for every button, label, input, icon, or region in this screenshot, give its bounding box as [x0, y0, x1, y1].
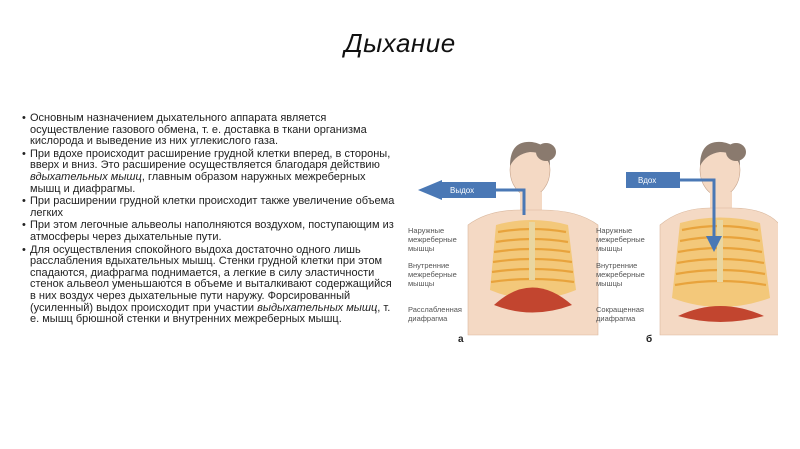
slide-title: Дыхание — [344, 28, 456, 58]
figure-label: межреберные — [596, 235, 645, 244]
figure-label: Сокращенная — [596, 305, 644, 314]
bullet-text: Основным назначением дыхательного аппарата является осуществление газового обмена, т. е. доставка в ткани организма кислорода и выведение из них углекислого газа. — [30, 112, 367, 148]
bullet-text: При расширении грудной клетки происходит также увеличение объема легких — [30, 195, 395, 219]
figure-label: Внутренние — [596, 261, 638, 270]
labels-b — [596, 226, 645, 323]
breathing-illustration — [398, 130, 778, 350]
figure-label: Наружные — [596, 226, 633, 235]
figure-label: межреберные — [596, 270, 645, 279]
bullet-list — [22, 113, 397, 327]
bullet-item — [22, 245, 397, 326]
figure-label: мышцы — [408, 244, 435, 253]
exhale-label: Выдох — [450, 186, 475, 195]
bullet-text: , т. е. мышц брюшной стенки и внутренних межреберных мышц. — [30, 301, 391, 326]
panel-b-inhale — [596, 142, 778, 345]
panel-letter-b: б — [646, 334, 653, 345]
bullet-text: Для осуществления спокойного выдоха достаточно одного лишь расслабления вдыхательных мышц. Стенки грудной клетки при этом спадаются, диафрагма поднимается, а легкие в силу эластичности стенок альвеол уменьшаются в объеме и выталкивают содержащийся в них воздух через дыхательные пути наружу. Форсированный (усиленный) выдох происходит при участии — [30, 243, 392, 314]
labels-a — [408, 226, 462, 323]
sternum-b — [717, 220, 723, 282]
bullet-text: При вдохе происходит расширение грудной клетки вперед, в стороны, вверх и вниз. Это расширение осуществляется благодаря действию — [30, 147, 391, 172]
bullet-emphasis: выдыхательных мышц — [257, 301, 378, 314]
figure-label: межреберные — [408, 270, 457, 279]
figure-label: межреберные — [408, 235, 457, 244]
sternum-a — [529, 222, 535, 280]
exhale-arrow-a — [418, 180, 442, 200]
figure-label: Наружные — [408, 226, 445, 235]
figure-label: Расслабленная — [408, 305, 462, 314]
bullet-emphasis: вдыхательных мышц — [30, 170, 142, 183]
bullet-item — [22, 149, 397, 195]
bullet-item — [22, 113, 397, 148]
figure-label: мышцы — [596, 244, 623, 253]
figure-label: Внутренние — [408, 261, 450, 270]
figure-label: мышцы — [408, 279, 435, 288]
figure-label: диафрагма — [408, 314, 448, 323]
inhale-label: Вдох — [638, 176, 657, 185]
panel-letter-a: а — [458, 334, 464, 345]
bullet-text: При этом легочные альвеолы наполняются воздухом, поступающим из атмосферы через дыхательные пути. — [30, 219, 394, 243]
figure-label: диафрагма — [596, 314, 636, 323]
bullet-item — [22, 196, 397, 219]
figure-label: мышцы — [596, 279, 623, 288]
bullet-item — [22, 220, 397, 243]
panel-a-exhale — [408, 142, 598, 345]
bullet-text: , главным образом наружных межреберных мышц и диафрагмы. — [30, 170, 366, 195]
